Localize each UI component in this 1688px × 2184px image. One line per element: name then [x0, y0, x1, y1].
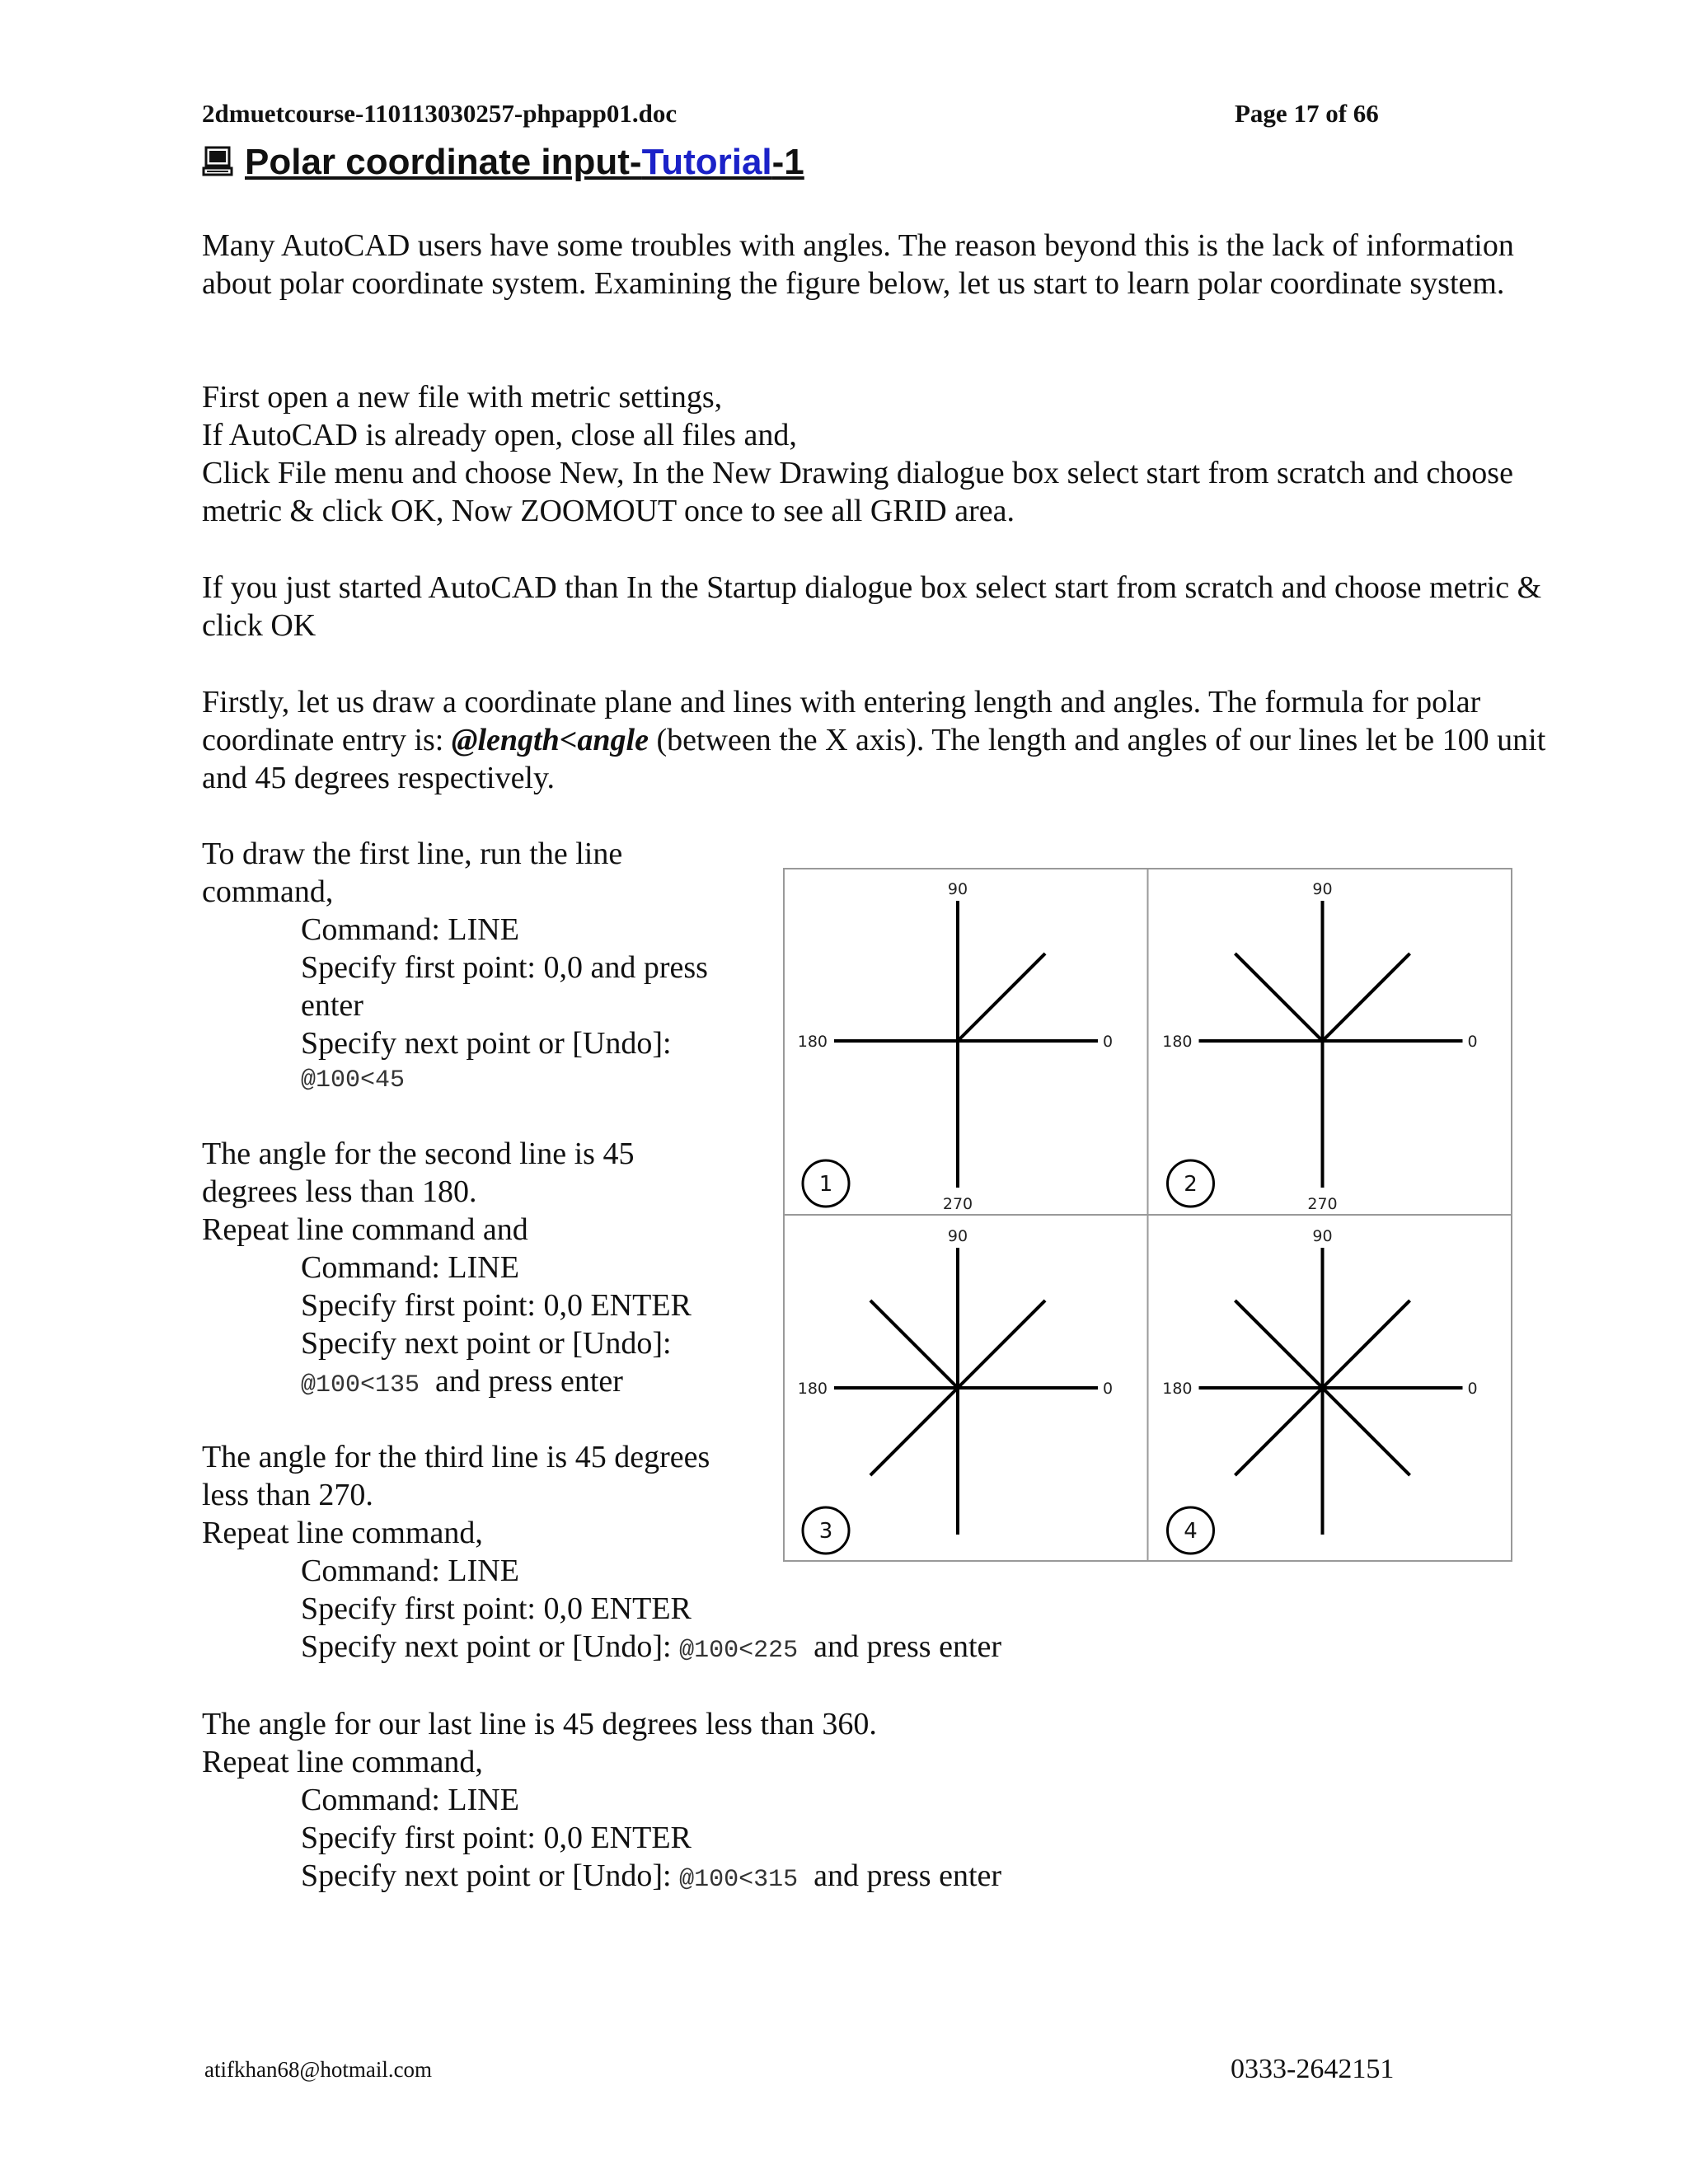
step3-next: Specify next point or [Undo]:: [301, 1629, 672, 1664]
panel-number: 4: [1184, 1519, 1198, 1544]
step4-first: Specify first point: 0,0 ENTER: [301, 1821, 692, 1855]
formula-pre: Firstly, let us draw a coordinate plane and lines with entering length and angles. The formula for polar coordinate entry is:: [202, 685, 1481, 757]
tutorial-link[interactable]: Tutorial: [641, 142, 772, 182]
label-0: 0: [1467, 1033, 1478, 1051]
step4-suffix: and press enter: [814, 1858, 1002, 1893]
step3-next-line: [301, 1628, 1001, 1670]
formula-syntax: @length<angle: [451, 723, 649, 757]
angle-line-135: [1235, 954, 1322, 1041]
step4-intro: The angle for our last line is 45 degrees less than 360.: [202, 1707, 877, 1741]
label-90: 90: [1312, 880, 1333, 898]
step2-code: @100<135: [301, 1371, 420, 1399]
angle-line-45: [1323, 954, 1410, 1041]
angle-line-135: [870, 1301, 958, 1388]
step4-repeat: Repeat line command,: [202, 1745, 483, 1779]
step4-next-line: [301, 1857, 1001, 1899]
step3-intro-1: The angle for the third line is 45 degrees: [202, 1440, 710, 1474]
step2-next: Specify next point or [Undo]:: [301, 1326, 672, 1361]
step1-intro-2: command,: [202, 874, 334, 909]
page-title: [202, 142, 804, 186]
step2-intro-1: The angle for the second line is 45: [202, 1137, 635, 1171]
formula-paragraph: [202, 683, 1562, 797]
step1-first-a: Specify first point: 0,0 and press: [301, 950, 708, 985]
label-90: 90: [1312, 1227, 1333, 1245]
panel-number: 2: [1184, 1172, 1198, 1197]
label-0: 0: [1103, 1033, 1114, 1051]
intro-paragraph: Many AutoCAD users have some troubles with angles. The reason beyond this is the lack of information about polar coordinate system. Examining the figure below, let us start to learn polar coordinate system.: [202, 228, 1514, 301]
formula-post: (between the X axis). The length and angles of our lines let be 100 unit and 45 degrees respectively.: [202, 723, 1546, 795]
setup-line-1: First open a new file with metric settings,: [202, 380, 723, 415]
label-0: 0: [1103, 1380, 1114, 1398]
step4-code: @100<315: [679, 1866, 799, 1894]
step1-command: Command: LINE: [301, 912, 519, 947]
step3-suffix: and press enter: [814, 1629, 1002, 1664]
step4-command: Command: LINE: [301, 1783, 519, 1817]
label-270: 270: [942, 1195, 973, 1213]
step1-intro-1: To draw the first line, run the line: [202, 837, 623, 871]
step2-repeat: Repeat line command and: [202, 1212, 528, 1247]
doc-filename: 2dmuetcourse-110113030257-phpapp01.doc: [202, 99, 678, 128]
polar-coordinate-figure: [783, 868, 1512, 1562]
angle-line-135: [1235, 1301, 1322, 1388]
panel-number: 1: [818, 1172, 833, 1197]
step3-command: Command: LINE: [301, 1554, 519, 1588]
step3-first: Specify first point: 0,0 ENTER: [301, 1591, 692, 1626]
label-90: 90: [947, 880, 968, 898]
angle-line-225: [1235, 1388, 1322, 1475]
step3-intro-2: less than 270.: [202, 1478, 373, 1512]
step3-repeat: Repeat line command,: [202, 1516, 483, 1550]
computer-icon: [202, 145, 233, 186]
step1-next: Specify next point or [Undo]:: [301, 1026, 672, 1061]
step2-intro-2: degrees less than 180.: [202, 1174, 477, 1209]
page-number: Page 17 of 66: [1235, 99, 1379, 128]
label-180: 180: [797, 1033, 828, 1051]
step4-next: Specify next point or [Undo]:: [301, 1858, 672, 1893]
startup-paragraph: If you just started AutoCAD than In the Startup dialogue box select start from scratch and choose metric & click OK: [202, 570, 1542, 643]
angle-line-225: [870, 1388, 958, 1475]
step2-code-line: [301, 1362, 623, 1404]
setup-line-2: If AutoCAD is already open, close all files and,: [202, 418, 797, 452]
label-90: 90: [947, 1227, 968, 1245]
step2-command: Command: LINE: [301, 1250, 519, 1285]
step1-code: @100<45: [301, 1066, 406, 1094]
angle-line-45: [958, 1301, 1045, 1388]
label-270: 270: [1307, 1195, 1338, 1213]
angle-line-315: [1323, 1388, 1410, 1475]
label-180: 180: [797, 1380, 828, 1398]
setup-line-3: Click File menu and choose New, In the New Drawing dialogue box select start from scratch and choose metric & click OK, Now ZOOMOUT once to see all GRID area.: [202, 456, 1513, 528]
label-0: 0: [1467, 1380, 1478, 1398]
title-prefix: Polar coordinate input-: [245, 142, 642, 182]
step1-first-b: enter: [301, 988, 363, 1023]
step3-code: @100<225: [679, 1637, 799, 1665]
angle-line-45: [1323, 1301, 1410, 1388]
footer-email: atifkhan68@hotmail.com: [204, 2057, 433, 2082]
step2-suffix: and press enter: [435, 1364, 623, 1399]
panel-number: 3: [818, 1519, 833, 1544]
footer-phone: 0333-2642151: [1231, 2054, 1395, 2084]
label-180: 180: [1162, 1380, 1193, 1398]
label-180: 180: [1162, 1033, 1193, 1051]
title-suffix: -1: [771, 142, 804, 182]
step2-first: Specify first point: 0,0 ENTER: [301, 1288, 692, 1323]
angle-line-45: [958, 954, 1045, 1041]
